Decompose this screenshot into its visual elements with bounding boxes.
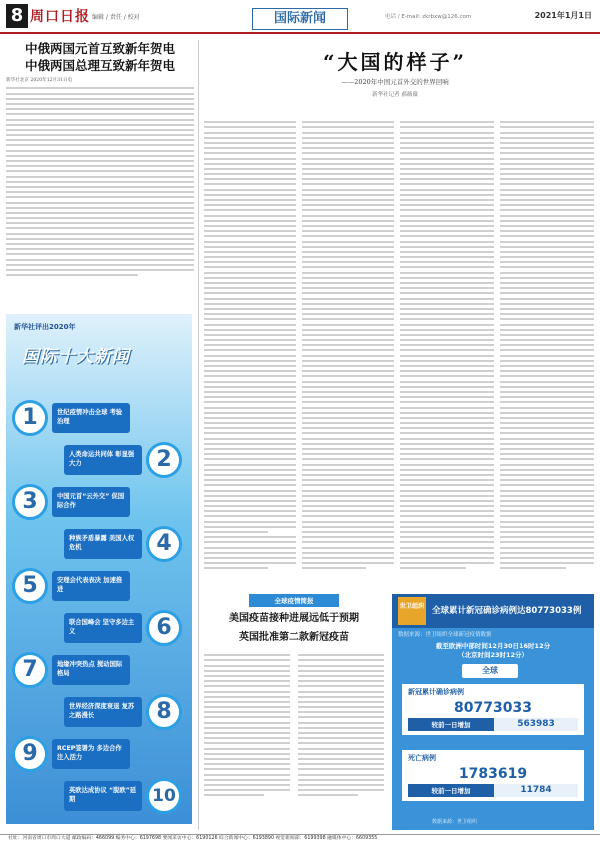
deaths-delta-row [408,784,578,797]
item-label: 地缘冲突热点 搅动国际格局 [52,655,130,685]
feature-body-col-1 [204,118,296,573]
deaths-delta-label: 较前一日增加 [408,784,494,797]
feature-body-col-4 [500,118,594,573]
deaths-value: 1783619 [458,766,528,782]
item-label: 英欧达成协议 “脱欧”延期 [64,781,142,811]
brief-tag: 全球疫情简报 [249,594,339,607]
promo-item [12,778,182,816]
covid-stats-panel [392,594,594,830]
item-label: 世界经济深度衰退 复苏之路漫长 [64,697,142,727]
promo-item [12,484,182,522]
lead-headline-1: 中俄两国元首互致新年贺电 [24,41,175,56]
section-title: 国际新闻 [252,8,348,30]
promo-item [12,694,182,732]
page-number: 8 [6,4,28,28]
page-footer: 社址：河南省周口市周口大道 邮政编码：466099 编务中心：6197698 要闻采访中心：6190126 综合新闻中心：6193890 视觉新闻部：6199398 融媒体中心：6609355 [0,834,600,847]
item-number: 9 [12,736,48,772]
issue-date: 2021年1月1日 [534,11,592,20]
item-label: 中国元首“云外交” 促国际合作 [52,487,130,517]
feature-byline: 新华社记者 郝薇薇 [372,92,418,98]
item-label: 联合国峰会 坚守多边主义 [64,613,142,643]
paper-logo: 周口日报 [30,9,90,25]
panel-timestamp [398,642,588,660]
deaths-label: 死亡病例 [408,754,436,762]
timestamp-line-2: （北京时间23时12分） [457,651,529,659]
region-label: 全球 [462,664,518,678]
item-number: 10 [146,778,182,814]
lead-dateline: 新华社北京 2020年12月31日电 [6,78,73,83]
feature-header [280,46,510,98]
panel-title: 全球累计新冠确诊病例达80773033例 [432,606,582,616]
promo-item [12,652,182,690]
panel-source-bottom: 数据来源：世卫组织 [432,819,478,825]
who-badge: 世卫组织 [398,597,426,625]
item-number: 5 [12,568,48,604]
brief-body [204,651,384,799]
item-number: 1 [12,400,48,436]
item-number: 6 [146,610,182,646]
column-divider [198,40,199,830]
cases-card [402,684,584,735]
item-label: 安理会代表表决 加速推进 [52,571,130,601]
item-label: 人类命运共同体 彰显强大力 [64,445,142,475]
item-label: 种族矛盾暴露 美国人权危机 [64,529,142,559]
lead-body-text [6,87,194,276]
promo-title: 国际十大新闻 [22,347,130,367]
item-number: 8 [146,694,182,730]
item-number: 2 [146,442,182,478]
deaths-card [402,750,584,801]
deaths-delta-value: 11784 [494,784,578,797]
cases-delta-row [408,718,578,731]
feature-body-col-2 [302,118,394,573]
item-number: 3 [12,484,48,520]
timestamp-line-1: 截至欧洲中部时间12月30日16时12分 [435,642,551,650]
item-number: 7 [12,652,48,688]
promo-item [12,568,182,606]
item-label: RCEP签署为 多边合作注入活力 [52,739,130,769]
cases-value: 80773033 [454,700,532,716]
editor-line: 编辑 / 责任 / 校对 [92,14,140,21]
cases-delta-value: 563983 [494,718,578,731]
brief-headline-2: 英国批准第二款新冠疫苗 [239,632,349,643]
promo-item [12,400,182,438]
promo-item [12,442,182,480]
top-ten-promo [6,314,192,824]
cases-delta-label: 较前一日增加 [408,718,494,731]
promo-item [12,610,182,648]
feature-body-col-3 [400,118,494,573]
covid-brief [204,594,384,799]
brief-headline-1: 美国疫苗接种进展远低于预期 [229,613,359,624]
lead-story [6,40,194,279]
feature-title: “大国的样子” [322,50,467,74]
panel-source-top: 数据来源：世卫组织全球新冠疫情数据 [398,632,492,638]
contact-line: 电话 / E-mail: zkrbxw@126.com [385,14,472,20]
cases-label: 新冠累计确诊病例 [408,688,464,696]
lead-headline-2: 中俄两国总理互致新年贺电 [24,58,175,73]
promo-item [12,526,182,564]
promo-item [12,736,182,774]
promo-kicker: 新华社评出2020年 [14,323,76,331]
item-number: 4 [146,526,182,562]
item-label: 世纪疫情冲击全球 考验治理 [52,403,130,433]
panel-header [392,594,594,628]
masthead [0,0,600,34]
feature-subtitle: ——2020年中国元首外交的世界回响 [341,78,449,86]
